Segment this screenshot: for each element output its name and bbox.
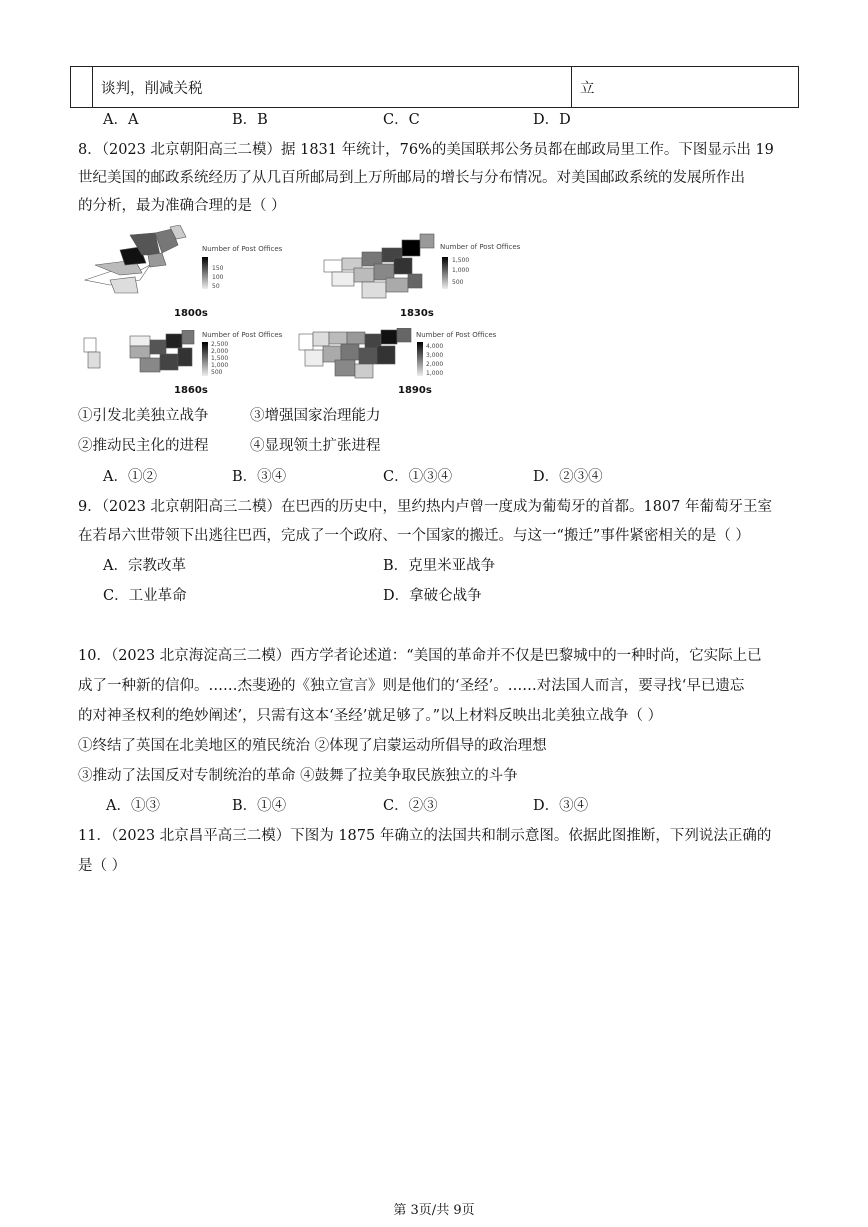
q8-option-c[interactable]: C．①③④ bbox=[383, 469, 453, 485]
q8-stem-line3: 的分析，最为准确合理的是（ ） bbox=[78, 198, 286, 214]
q8-stem-line2: 世纪美国的邮政系统经历了从几百所邮局到上万所邮局的增长与分布情况。对美国邮政系统的发展所作出 bbox=[78, 170, 745, 186]
q8-option-b[interactable]: B．③④ bbox=[232, 469, 287, 485]
legend-tick: 500 bbox=[452, 279, 464, 286]
map-caption-1890s: 1890s bbox=[398, 385, 432, 396]
q9-stem-line1: 9．（2023 北京朝阳高三二模）在巴西的历史中，里约热内卢曾一度成为葡萄牙的首都。1807 年葡萄牙王室 bbox=[78, 499, 772, 515]
legend-scale-1860s bbox=[202, 342, 208, 376]
q8-item-2: ②推动民主化的进程 bbox=[78, 438, 209, 454]
q10-stem-line2: 成了一种新的信仰。……杰斐逊的《独立宣言》则是他们的‘圣经’。……对法国人而言，要寻找‘早已遗忘 bbox=[78, 678, 745, 694]
q10-items-line2: ③推动了法国反对专制统治的革命 ④鼓舞了拉美争取民族独立的斗争 bbox=[78, 768, 518, 784]
map-1800s bbox=[80, 225, 200, 295]
q10-option-b[interactable]: B．①④ bbox=[232, 798, 287, 814]
q8-stem-line1: 8．（2023 北京朝阳高三二模）据 1831 年统计，76%的美国联邦公务员都在邮政局里工作。下图显示出 19 bbox=[78, 142, 774, 158]
q9-stem-line2: 在若昂六世带领下出逃往巴西，完成了一个政府、一个国家的搬迁。与这一“搬迁”事件紧密相关的是（ ） bbox=[78, 528, 750, 544]
q9-option-c[interactable]: C．工业革命 bbox=[103, 588, 187, 604]
legend-tick: 2,000 bbox=[426, 361, 444, 368]
q8-item-3: ③增强国家治理能力 bbox=[250, 408, 381, 424]
q10-option-d[interactable]: D．③④ bbox=[533, 798, 589, 814]
legend-tick: 4,000 bbox=[426, 343, 444, 350]
legend-title-1890s: Number of Post Offices bbox=[416, 331, 497, 339]
map-1890s bbox=[295, 328, 420, 380]
q10-stem-line3: 的对神圣权利的绝妙阐述’，只需有这本‘圣经’就足够了。”以上材料反映出北美独立战争（ ） bbox=[78, 708, 663, 724]
q7-option-a[interactable]: A．A bbox=[103, 112, 139, 128]
post-office-maps bbox=[80, 225, 525, 400]
q8-item-4: ④显现领土扩张进程 bbox=[250, 438, 381, 454]
q10-option-c[interactable]: C．②③ bbox=[383, 798, 438, 814]
q8-item-1: ①引发北美独立战争 bbox=[78, 408, 209, 424]
legend-tick: 1,500 bbox=[211, 355, 229, 362]
legend-tick: 500 bbox=[211, 369, 223, 376]
legend-tick: 3,000 bbox=[426, 352, 444, 359]
legend-title-1860s: Number of Post Offices bbox=[202, 331, 283, 339]
legend-tick: 150 bbox=[212, 265, 224, 272]
legend-tick: 2,500 bbox=[211, 341, 229, 348]
legend-title-1830s: Number of Post Offices bbox=[440, 243, 521, 251]
q7-option-d[interactable]: D．D bbox=[533, 112, 571, 128]
legend-scale-1830s bbox=[442, 257, 448, 289]
page-footer: 第 3页/共 9页 bbox=[393, 1203, 475, 1218]
table-empty-cell bbox=[71, 67, 93, 108]
q10-items-line1: ①终结了英国在北美地区的殖民统治 ②体现了启蒙运动所倡导的政治理想 bbox=[78, 738, 547, 754]
map-caption-1830s: 1830s bbox=[400, 308, 434, 319]
legend-tick: 1,000 bbox=[426, 370, 444, 377]
legend-tick: 1,000 bbox=[211, 362, 229, 369]
q10-stem-line1: 10．（2023 北京海淀高三二模）西方学者论述道：“美国的革命并不仅是巴黎城中的一种时尚，它实际上已 bbox=[78, 648, 762, 664]
q9-option-b[interactable]: B．克里米亚战争 bbox=[383, 558, 496, 574]
legend-title-1800s: Number of Post Offices bbox=[202, 245, 283, 253]
q11-stem-line1: 11．（2023 北京昌平高三二模）下图为 1875 年确立的法国共和制示意图。依据此图推断，下列说法正确的 bbox=[78, 828, 772, 844]
q11-stem-line2: 是（ ） bbox=[78, 858, 127, 874]
map-caption-1860s: 1860s bbox=[174, 385, 208, 396]
map-caption-1800s: 1800s bbox=[174, 308, 208, 319]
legend-tick: 2,000 bbox=[211, 348, 229, 355]
legend-scale-1800s bbox=[202, 257, 208, 289]
map-1860s bbox=[80, 330, 202, 380]
table-cell-right: 立 bbox=[572, 67, 799, 108]
map-1830s bbox=[322, 230, 444, 302]
q9-option-d[interactable]: D．拿破仑战争 bbox=[383, 588, 482, 604]
legend-tick: 1,500 bbox=[452, 257, 470, 264]
legend-tick: 100 bbox=[212, 274, 224, 281]
q8-option-a[interactable]: A．①② bbox=[103, 469, 157, 485]
legend-tick: 50 bbox=[212, 283, 220, 290]
q7-option-b[interactable]: B．B bbox=[232, 112, 268, 128]
legend-scale-1890s bbox=[417, 342, 423, 376]
answer-table-fragment bbox=[70, 66, 799, 108]
legend-tick: 1,000 bbox=[452, 267, 470, 274]
q10-option-a[interactable]: A．①③ bbox=[106, 798, 160, 814]
q9-option-a[interactable]: A．宗教改革 bbox=[103, 558, 186, 574]
q7-option-c[interactable]: C．C bbox=[383, 112, 420, 128]
table-cell-left: 谈判，削减关税 bbox=[93, 67, 572, 108]
q8-option-d[interactable]: D．②③④ bbox=[533, 469, 603, 485]
